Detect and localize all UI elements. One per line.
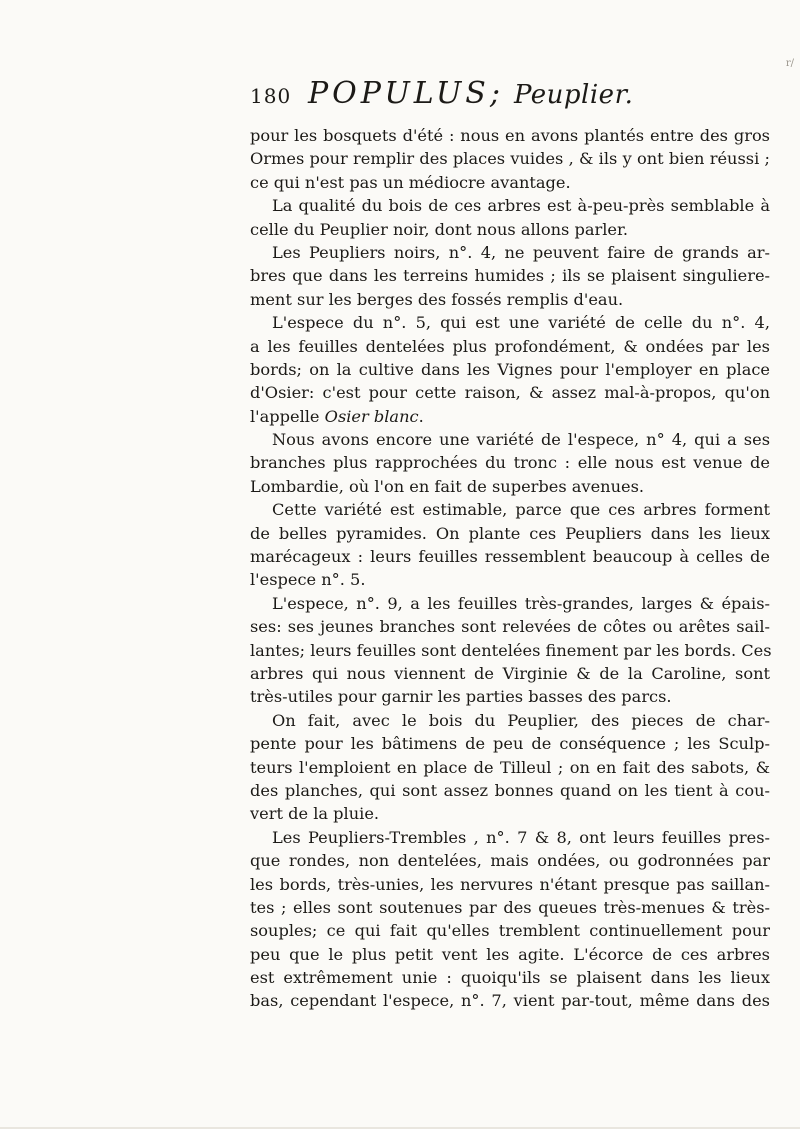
text-line: vert de la pluie. — [250, 804, 380, 824]
text-line: l'espece n°. 5. — [250, 570, 366, 590]
text-line: l'appelle Osier blanc. — [250, 406, 424, 426]
text-line: Lombardie, où l'on en fait de superbes avenues. — [250, 476, 645, 496]
running-title-latin: POPULUS — [308, 76, 490, 111]
text-line: L'espece, n°. 9, a les feuilles très-grandes, larges & épais- — [272, 593, 770, 613]
text-line: On fait, avec le bois du Peuplier, des pieces de char- — [272, 710, 770, 730]
text-line: bas, cependant l'espece, n°. 7, vient par-tout, même dans des — [250, 991, 770, 1011]
text-line: arbres qui nous viennent de Virginie & de la Caroline, sont — [250, 663, 770, 683]
running-title-separator: ; — [489, 76, 504, 111]
text-line: tes ; elles sont soutenues par des queues très-menues & très- — [250, 897, 770, 917]
body-text — [250, 124, 770, 1013]
text-line: Les Peupliers noirs, n°. 4, ne peuvent faire de grands ar- — [272, 242, 770, 262]
text-line: ce qui n'est pas un médiocre avantage. — [250, 172, 571, 192]
text-line: ses: ses jeunes branches sont relevées de côtes ou arêtes sail- — [250, 617, 770, 637]
text-line: L'espece du n°. 5, qui est une variété de celle du n°. 4, — [272, 313, 770, 333]
italic-term: Osier blanc — [324, 406, 419, 426]
text-line: très-utiles pour garnir les parties basses des parcs. — [250, 687, 672, 707]
text-line: d'Osier: c'est pour cette raison, & assez mal-à-propos, qu'on — [250, 383, 770, 403]
text-line: marécageux : leurs feuilles ressemblent beaucoup à celles de — [250, 547, 770, 567]
text-line: ment sur les berges des fossés remplis d'eau. — [250, 289, 624, 309]
text-line: de belles pyramides. On plante ces Peupliers dans les lieux — [250, 523, 770, 543]
text-line: celle du Peuplier noir, dont nous allons parler. — [250, 219, 629, 239]
text-line: Les Peupliers-Trembles , n°. 7 & 8, ont leurs feuilles pres- — [272, 827, 770, 847]
text-line: peu que le plus petit vent les agite. L'écorce de ces arbres — [250, 944, 770, 964]
text-line: est extrêmement unie : quoiqu'ils se plaisent dans les lieux — [250, 968, 770, 988]
text-line: bords; on la cultive dans les Vignes pour l'employer en place — [250, 359, 770, 379]
page-header — [250, 76, 770, 116]
text-line: lantes; leurs feuilles sont dentelées finement par les bords. Ces — [250, 640, 772, 660]
text-line: Nous avons encore une variété de l'espece, n° 4, qui a ses — [272, 430, 770, 450]
text-line: les bords, très-unies, les nervures n'étant presque pas saillan- — [250, 874, 770, 894]
text-line: souples; ce qui fait qu'elles tremblent continuellement pour — [250, 921, 770, 941]
running-title — [308, 76, 633, 111]
text-line: Cette variété est estimable, parce que ces arbres forment — [272, 500, 770, 520]
text-line: pour les bosquets d'été : nous en avons plantés entre des gros — [250, 126, 770, 145]
text-line: pente pour les bâtimens de peu de conséquence ; les Sculp- — [250, 734, 770, 754]
text-line: teurs l'emploient en place de Tilleul ; on en fait des sabots, & — [250, 757, 770, 777]
edge-mark: r/ — [785, 58, 794, 69]
page-number: 180 — [250, 84, 292, 108]
running-title-french: Peuplier. — [513, 80, 634, 110]
text-line: a les feuilles dentelées plus profondément, & ondées par les — [250, 336, 770, 356]
text-line: La qualité du bois de ces arbres est à-peu-près semblable à — [272, 196, 770, 216]
text-line: des planches, qui sont assez bonnes quand on les tient à cou- — [250, 780, 770, 800]
text-line: bres que dans les terreins humides ; ils se plaisent singuliere- — [250, 266, 770, 286]
text-line: que rondes, non dentelées, mais ondées, ou godronnées par — [250, 851, 770, 871]
text-line: branches plus rapprochées du tronc : elle nous est venue de — [250, 453, 770, 473]
text-line: Ormes pour remplir des places vuides , & ils y ont bien réussi ; — [250, 149, 770, 169]
